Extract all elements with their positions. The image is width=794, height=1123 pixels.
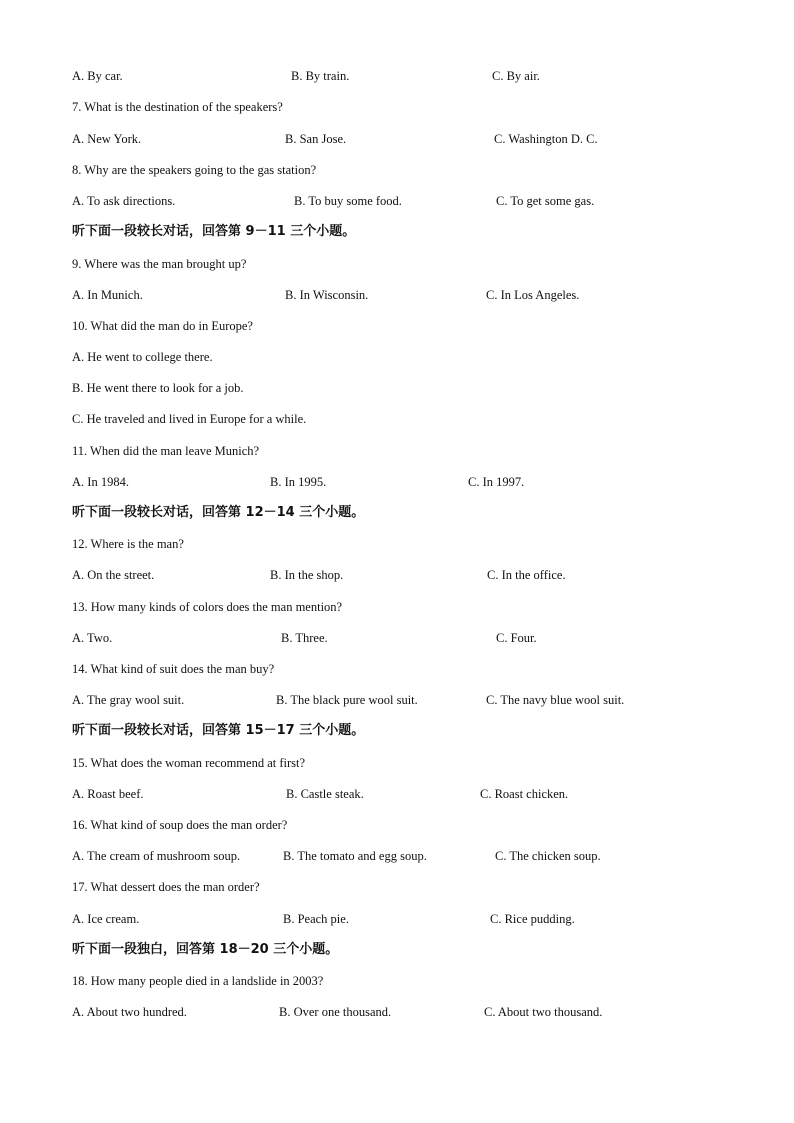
q17-option-a: A. Ice cream. (72, 912, 140, 926)
q10-option-b: B. He went there to look for a job. (72, 381, 244, 395)
q7-option-c: C. Washington D. C. (494, 132, 598, 146)
q17-question: 17. What dessert does the man order? (72, 880, 260, 894)
q13-option-b: B. Three. (281, 631, 328, 645)
q9-option-c: C. In Los Angeles. (486, 288, 580, 302)
q7-option-a: A. New York. (72, 132, 142, 146)
q8-option-a: A. To ask directions. (72, 194, 176, 208)
q7-option-b: B. San Jose. (285, 132, 347, 146)
q8-question: 8. Why are the speakers going to the gas station? (72, 163, 317, 177)
q16-option-c: C. The chicken soup. (495, 849, 601, 863)
q13-option-a: A. Two. (72, 631, 113, 645)
q16-option-b: B. The tomato and egg soup. (283, 849, 427, 863)
q18-option-c: C. About two thousand. (484, 1005, 603, 1019)
q6-option-c: C. By air. (492, 69, 540, 83)
q18-question: 18. How many people died in a landslide in 2003? (72, 974, 324, 988)
q11-option-b: B. In 1995. (270, 475, 327, 489)
q16-question: 16. What kind of soup does the man order? (72, 818, 288, 832)
q14-option-c: C. The navy blue wool suit. (486, 693, 625, 707)
q12-question: 12. Where is the man? (72, 537, 184, 551)
q8-option-b: B. To buy some food. (294, 194, 402, 208)
q16-option-a: A. The cream of mushroom soup. (72, 849, 241, 863)
q15-question: 15. What does the woman recommend at first? (72, 756, 306, 770)
q14-option-b: B. The black pure wool suit. (276, 693, 418, 707)
q13-option-c: C. Four. (496, 631, 537, 645)
q9-option-b: B. In Wisconsin. (285, 288, 369, 302)
q11-option-a: A. In 1984. (72, 475, 129, 489)
q10-option-a: A. He went to college there. (72, 350, 213, 364)
q17-option-b: B. Peach pie. (283, 912, 349, 926)
q9-question: 9. Where was the man brought up? (72, 257, 247, 271)
q13-question: 13. How many kinds of colors does the man mention? (72, 600, 343, 614)
section-heading-9-11: 听下面一段较长对话，回答第 9－11 三个小题。 (72, 224, 356, 239)
q15-option-c: C. Roast chicken. (480, 787, 569, 801)
q15-option-a: A. Roast beef. (72, 787, 144, 801)
q14-question: 14. What kind of suit does the man buy? (72, 662, 275, 676)
section-heading-12-14: 听下面一段较长对话，回答第 12－14 三个小题。 (72, 505, 365, 520)
q9-option-a: A. In Munich. (72, 288, 143, 302)
q8-option-c: C. To get some gas. (496, 194, 595, 208)
q18-option-a: A. About two hundred. (72, 1005, 187, 1019)
q17-option-c: C. Rice pudding. (490, 912, 575, 926)
q12-option-b: B. In the shop. (270, 568, 344, 582)
q12-option-c: C. In the office. (487, 568, 566, 582)
section-heading-15-17: 听下面一段较长对话，回答第 15－17 三个小题。 (72, 723, 365, 738)
q10-option-c: C. He traveled and lived in Europe for a while. (72, 412, 307, 426)
q6-option-a: A. By car. (72, 69, 123, 83)
q15-option-b: B. Castle steak. (286, 787, 364, 801)
q11-question: 11. When did the man leave Munich? (72, 444, 260, 458)
q14-option-a: A. The gray wool suit. (72, 693, 185, 707)
q18-option-b: B. Over one thousand. (279, 1005, 392, 1019)
section-heading-18-20: 听下面一段独白，回答第 18－20 三个小题。 (72, 942, 339, 957)
q7-question: 7. What is the destination of the speakers? (72, 100, 283, 114)
q12-option-a: A. On the street. (72, 568, 155, 582)
q11-option-c: C. In 1997. (468, 475, 525, 489)
q10-question: 10. What did the man do in Europe? (72, 319, 253, 333)
q6-option-b: B. By train. (291, 69, 350, 83)
